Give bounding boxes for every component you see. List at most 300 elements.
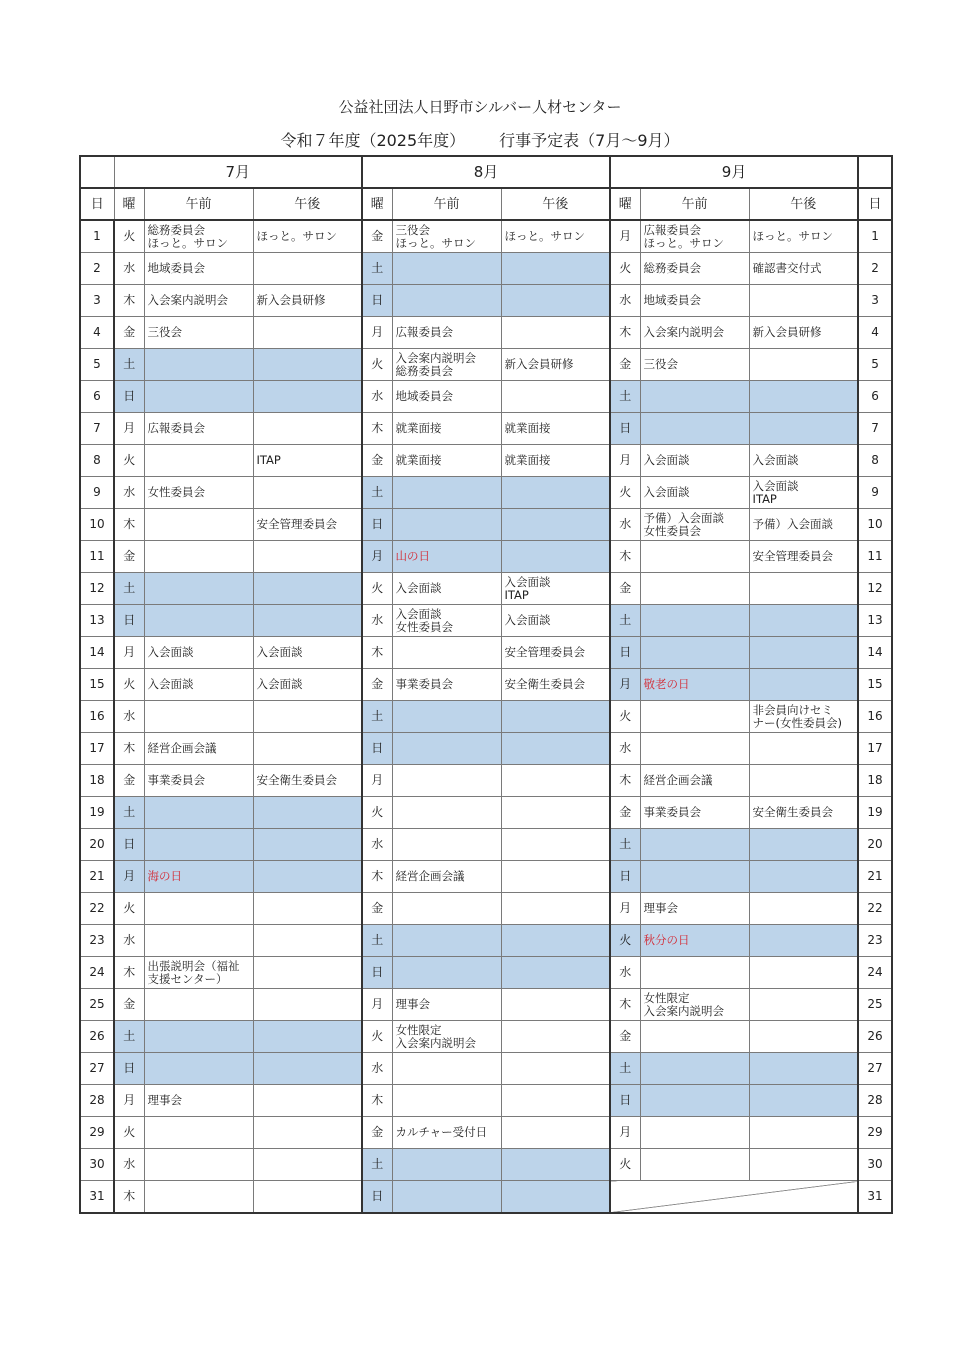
weekday-cell: 木 [362,861,392,893]
pm-event-cell: 新入会員研修 [501,349,610,381]
am-event-cell [392,893,501,925]
weekday-cell: 土 [362,253,392,285]
am-event-cell [392,829,501,861]
weekday-cell: 木 [610,989,640,1021]
pm-event-cell: ITAP [253,445,362,477]
pm-event-cell [253,957,362,989]
am-event-cell [144,381,253,413]
day-number: 9 [858,477,892,509]
month-header-blank [858,156,892,188]
pm-event-cell [501,1149,610,1181]
pm-event-cell [749,381,858,413]
table-row [80,477,892,509]
pm-event-cell [253,477,362,509]
pm-event-cell [253,925,362,957]
table-row [80,957,892,989]
day-number: 11 [80,541,114,573]
pm-event-cell [749,1021,858,1053]
table-row [80,1181,892,1214]
weekday-cell: 日 [610,861,640,893]
pm-event-cell [749,765,858,797]
pm-event-cell: 安全衛生委員会 [749,797,858,829]
col-header-day: 日 [80,188,114,220]
pm-event-cell: 入会面談 [749,445,858,477]
day-number: 12 [80,573,114,605]
weekday-cell: 月 [610,1117,640,1149]
month-header: 7月 [114,156,362,188]
day-number: 8 [858,445,892,477]
weekday-cell: 土 [362,925,392,957]
day-number: 28 [858,1085,892,1117]
pm-event-cell: 入会面談 [501,605,610,637]
am-event-cell [640,573,749,605]
weekday-cell: 火 [362,573,392,605]
title-year: 令和７年度（2025年度） [280,131,466,150]
am-event-cell: 地域委員会 [392,381,501,413]
col-header-dow: 曜 [362,188,392,220]
month-header-blank [80,156,114,188]
am-event-cell [144,1053,253,1085]
pm-event-cell [253,861,362,893]
pm-event-cell: 入会面談 [253,669,362,701]
table-row [80,285,892,317]
weekday-cell: 金 [362,445,392,477]
weekday-cell: 土 [362,477,392,509]
day-number: 4 [858,317,892,349]
weekday-cell: 日 [114,605,144,637]
am-event-cell [144,701,253,733]
am-event-cell [144,1149,253,1181]
table-row [80,861,892,893]
pm-event-cell [749,605,858,637]
weekday-cell: 水 [114,1149,144,1181]
col-header-am: 午前 [392,188,501,220]
am-event-cell [640,381,749,413]
am-event-cell [144,893,253,925]
day-number: 5 [80,349,114,381]
am-event-cell: 広報委員会 [144,413,253,445]
weekday-cell: 月 [610,893,640,925]
day-number: 6 [858,381,892,413]
am-event-cell [392,509,501,541]
weekday-cell: 水 [610,285,640,317]
day-number: 27 [80,1053,114,1085]
am-event-cell: 就業面接 [392,413,501,445]
day-number: 13 [80,605,114,637]
pm-event-cell: 確認書交付式 [749,253,858,285]
weekday-cell: 火 [114,893,144,925]
pm-event-cell [253,733,362,765]
weekday-cell: 月 [610,445,640,477]
table-row [80,605,892,637]
day-number: 23 [858,925,892,957]
pm-event-cell [501,317,610,349]
day-number: 3 [80,285,114,317]
col-header-day: 日 [858,188,892,220]
pm-event-cell [253,829,362,861]
weekday-cell: 金 [114,989,144,1021]
col-header-pm: 午後 [253,188,362,220]
pm-event-cell: 就業面接 [501,413,610,445]
weekday-cell: 月 [362,541,392,573]
am-event-cell [144,1181,253,1214]
schedule-body [80,220,892,1213]
day-number: 1 [858,220,892,253]
day-number: 30 [858,1149,892,1181]
weekday-cell: 金 [362,893,392,925]
am-event-cell: 経営企画会議 [392,861,501,893]
pm-event-cell [501,797,610,829]
table-row [80,220,892,253]
weekday-cell: 水 [610,733,640,765]
am-event-cell [640,1021,749,1053]
am-event-cell [392,1181,501,1214]
pm-event-cell [501,829,610,861]
am-event-cell: 山の日 [392,541,501,573]
table-row [80,829,892,861]
month-header-row [80,156,892,188]
am-event-cell [144,1021,253,1053]
am-event-cell: 三役会 [144,317,253,349]
am-event-cell: 入会面談 女性委員会 [392,605,501,637]
table-row [80,413,892,445]
weekday-cell: 金 [362,220,392,253]
day-number: 29 [858,1117,892,1149]
weekday-cell: 土 [610,829,640,861]
day-number: 3 [858,285,892,317]
am-event-cell [392,477,501,509]
weekday-cell: 水 [362,1053,392,1085]
pm-event-cell [253,1181,362,1214]
day-number: 21 [858,861,892,893]
am-event-cell: 理事会 [144,1085,253,1117]
pm-event-cell [749,669,858,701]
am-event-cell: 広報委員会 [392,317,501,349]
pm-event-cell [253,1053,362,1085]
weekday-cell: 木 [610,765,640,797]
month-header: 8月 [362,156,610,188]
day-number: 17 [80,733,114,765]
weekday-cell: 火 [114,669,144,701]
table-row [80,509,892,541]
weekday-cell: 月 [114,637,144,669]
weekday-cell: 月 [362,765,392,797]
weekday-cell: 水 [114,701,144,733]
am-event-cell [392,285,501,317]
weekday-cell: 火 [114,445,144,477]
am-event-cell: 三役会 [640,349,749,381]
am-event-cell [640,413,749,445]
pm-event-cell: 非会員向けセミ ナー(女性委員会) [749,701,858,733]
weekday-cell: 木 [362,413,392,445]
pm-event-cell: ほっと。サロン [501,220,610,253]
weekday-cell: 火 [610,477,640,509]
am-event-cell [640,1085,749,1117]
weekday-cell: 火 [610,253,640,285]
am-event-cell [144,1117,253,1149]
pm-event-cell [749,285,858,317]
day-number: 16 [858,701,892,733]
weekday-cell: 金 [610,797,640,829]
am-event-cell [144,509,253,541]
pm-event-cell [253,1149,362,1181]
day-number: 19 [858,797,892,829]
am-event-cell [144,925,253,957]
weekday-cell: 金 [114,765,144,797]
am-event-cell [144,541,253,573]
pm-event-cell [501,253,610,285]
day-number: 10 [80,509,114,541]
pm-event-cell [749,925,858,957]
pm-event-cell: ほっと。サロン [749,220,858,253]
pm-event-cell [253,605,362,637]
table-row [80,445,892,477]
am-event-cell [392,1085,501,1117]
table-row [80,925,892,957]
am-event-cell: 入会案内説明会 総務委員会 [392,349,501,381]
am-event-cell [640,1117,749,1149]
day-number: 22 [858,893,892,925]
day-number: 25 [858,989,892,1021]
am-event-cell: 経営企画会議 [144,733,253,765]
pm-event-cell [501,925,610,957]
am-event-cell: 事業委員会 [640,797,749,829]
weekday-cell: 木 [362,1085,392,1117]
day-number: 18 [858,765,892,797]
weekday-cell: 月 [610,669,640,701]
weekday-cell: 木 [362,637,392,669]
weekday-cell: 月 [610,220,640,253]
am-event-cell: 出張説明会（福祉 支援センター） [144,957,253,989]
am-event-cell: カルチャー受付日 [392,1117,501,1149]
weekday-cell: 日 [610,637,640,669]
am-event-cell: 敬老の日 [640,669,749,701]
pm-event-cell [501,989,610,1021]
pm-event-cell [501,477,610,509]
weekday-cell: 日 [362,1181,392,1214]
day-number: 29 [80,1117,114,1149]
weekday-cell: 金 [362,669,392,701]
pm-event-cell [749,1117,858,1149]
weekday-cell: 日 [362,509,392,541]
day-number: 13 [858,605,892,637]
title-main: 行事予定表（7月～9月） [499,131,680,150]
am-event-cell: 事業委員会 [392,669,501,701]
am-event-cell [144,829,253,861]
pm-event-cell [749,573,858,605]
am-event-cell: 女性委員会 [144,477,253,509]
am-event-cell: 就業面接 [392,445,501,477]
day-number: 20 [858,829,892,861]
pm-event-cell: 安全管理委員会 [501,637,610,669]
organization-name: 公益社団法人日野市シルバー人材センター [338,98,622,116]
pm-event-cell [253,349,362,381]
pm-event-cell [501,1053,610,1085]
am-event-cell: 入会面談 [640,477,749,509]
pm-event-cell [253,541,362,573]
am-event-cell [144,445,253,477]
pm-event-cell [501,541,610,573]
pm-event-cell [749,829,858,861]
weekday-cell: 水 [114,925,144,957]
pm-event-cell [749,637,858,669]
am-event-cell [144,349,253,381]
day-number: 9 [80,477,114,509]
table-row [80,381,892,413]
weekday-cell: 土 [610,1053,640,1085]
am-event-cell: 秋分の日 [640,925,749,957]
am-event-cell [392,1053,501,1085]
weekday-cell: 金 [362,1117,392,1149]
weekday-cell: 火 [362,1021,392,1053]
table-row [80,317,892,349]
am-event-cell [144,573,253,605]
day-number: 31 [858,1181,892,1214]
day-number: 23 [80,925,114,957]
am-event-cell [392,957,501,989]
weekday-cell: 火 [610,701,640,733]
pm-event-cell [501,893,610,925]
weekday-cell: 日 [362,733,392,765]
day-number: 10 [858,509,892,541]
day-number: 20 [80,829,114,861]
pm-event-cell [501,1021,610,1053]
day-number: 2 [858,253,892,285]
day-number: 7 [80,413,114,445]
weekday-cell: 水 [362,605,392,637]
weekday-cell: 火 [114,220,144,253]
am-event-cell [640,1149,749,1181]
day-number: 24 [80,957,114,989]
am-event-cell [144,797,253,829]
am-event-cell [640,637,749,669]
day-number: 26 [80,1021,114,1053]
empty-day-cell [610,1181,858,1214]
pm-event-cell: 就業面接 [501,445,610,477]
weekday-cell: 土 [362,701,392,733]
weekday-cell: 水 [362,381,392,413]
pm-event-cell [501,957,610,989]
table-row [80,1117,892,1149]
pm-event-cell [749,861,858,893]
pm-event-cell [501,701,610,733]
pm-event-cell [253,893,362,925]
pm-event-cell [749,957,858,989]
am-event-cell: 入会案内説明会 [144,285,253,317]
weekday-cell: 木 [114,285,144,317]
weekday-cell: 土 [610,381,640,413]
day-number: 31 [80,1181,114,1214]
table-row [80,733,892,765]
weekday-cell: 木 [114,957,144,989]
day-number: 30 [80,1149,114,1181]
day-number: 26 [858,1021,892,1053]
am-event-cell: 入会面談 [144,669,253,701]
pm-event-cell [749,1053,858,1085]
pm-event-cell [749,413,858,445]
day-number: 22 [80,893,114,925]
weekday-cell: 金 [610,349,640,381]
weekday-cell: 土 [114,573,144,605]
am-event-cell [392,797,501,829]
day-number: 5 [858,349,892,381]
pm-event-cell [501,285,610,317]
am-event-cell: 地域委員会 [640,285,749,317]
weekday-cell: 金 [610,1021,640,1053]
table-row [80,797,892,829]
pm-event-cell: 安全管理委員会 [749,541,858,573]
pm-event-cell [253,253,362,285]
pm-event-cell: 安全衛生委員会 [501,669,610,701]
pm-event-cell [253,989,362,1021]
day-number: 7 [858,413,892,445]
am-event-cell: 事業委員会 [144,765,253,797]
day-number: 27 [858,1053,892,1085]
day-number: 25 [80,989,114,1021]
col-header-am: 午前 [144,188,253,220]
pm-event-cell: 予備）入会面談 [749,509,858,541]
pm-event-cell [749,733,858,765]
pm-event-cell [501,733,610,765]
weekday-cell: 土 [114,349,144,381]
table-row [80,1053,892,1085]
am-event-cell [640,829,749,861]
pm-event-cell [253,1085,362,1117]
column-header-row [80,188,892,220]
weekday-cell: 日 [114,829,144,861]
am-event-cell [640,605,749,637]
weekday-cell: 月 [114,861,144,893]
col-header-am: 午前 [640,188,749,220]
pm-event-cell [501,765,610,797]
pm-event-cell: 安全衛生委員会 [253,765,362,797]
am-event-cell: 入会案内説明会 [640,317,749,349]
col-header-pm: 午後 [749,188,858,220]
weekday-cell: 木 [114,1181,144,1214]
pm-event-cell [501,861,610,893]
month-header: 9月 [610,156,858,188]
pm-event-cell [253,573,362,605]
am-event-cell: 入会面談 [392,573,501,605]
pm-event-cell [253,381,362,413]
day-number: 28 [80,1085,114,1117]
am-event-cell [392,765,501,797]
am-event-cell [144,989,253,1021]
weekday-cell: 金 [114,541,144,573]
pm-event-cell: 入会面談 ITAP [501,573,610,605]
am-event-cell: 地域委員会 [144,253,253,285]
am-event-cell [392,637,501,669]
weekday-cell: 月 [362,989,392,1021]
weekday-cell: 水 [114,253,144,285]
table-row [80,573,892,605]
pm-event-cell [749,1085,858,1117]
day-number: 2 [80,253,114,285]
weekday-cell: 木 [610,541,640,573]
am-event-cell: 広報委員会 ほっと。サロン [640,220,749,253]
am-event-cell [392,1149,501,1181]
weekday-cell: 水 [114,477,144,509]
am-event-cell [640,701,749,733]
weekday-cell: 日 [610,1085,640,1117]
table-row [80,1021,892,1053]
table-row [80,253,892,285]
am-event-cell: 女性限定 入会案内説明会 [392,1021,501,1053]
pm-event-cell [501,1085,610,1117]
weekday-cell: 火 [114,1117,144,1149]
pm-event-cell: 新入会員研修 [749,317,858,349]
pm-event-cell [501,1117,610,1149]
